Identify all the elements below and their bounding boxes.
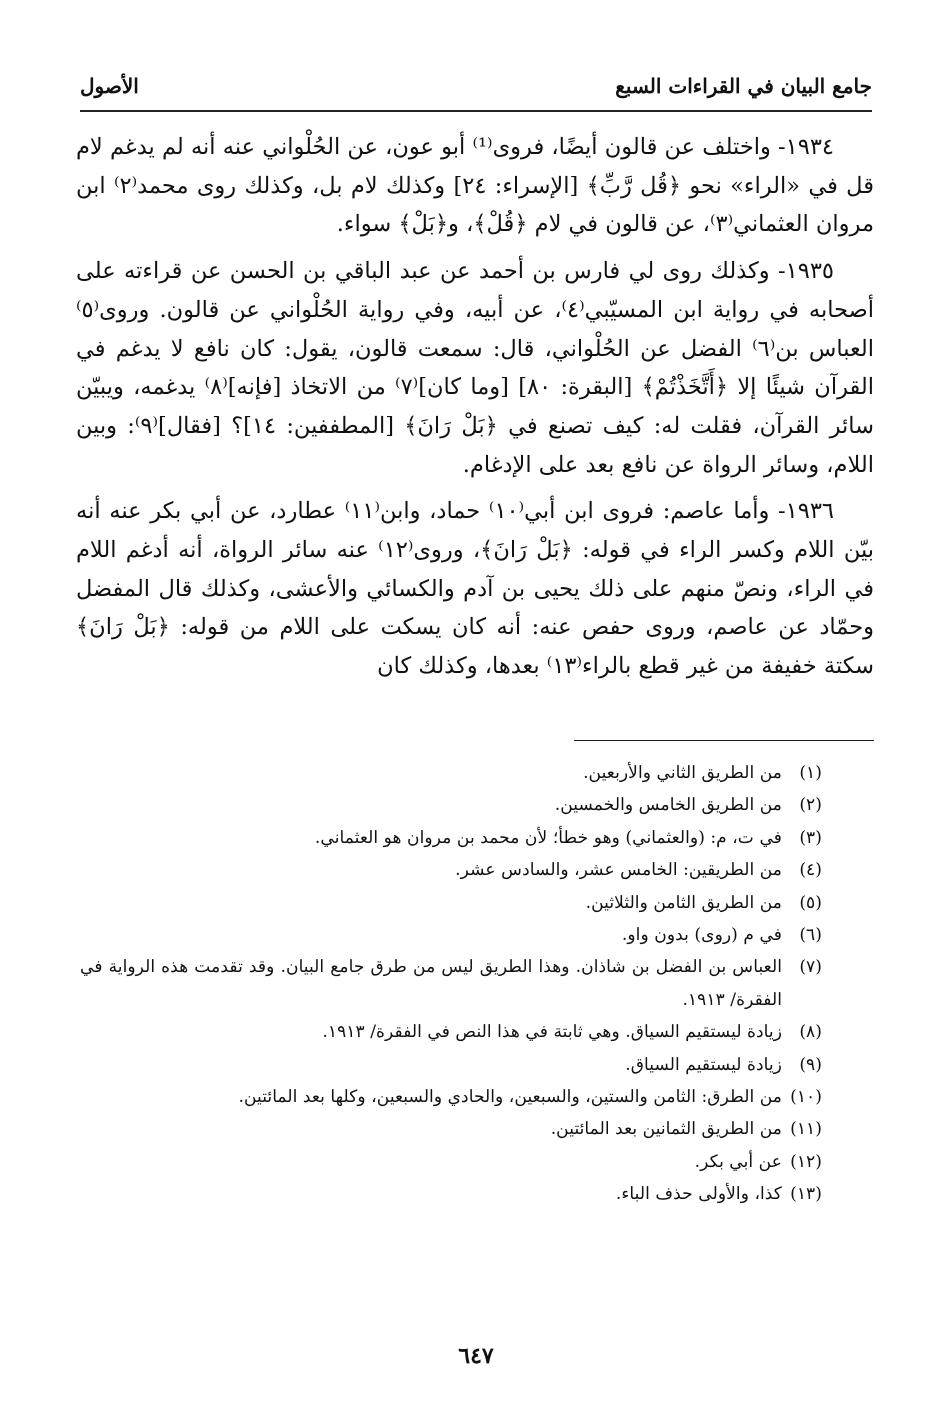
footnote-number: (٣) (799, 827, 822, 848)
footnote-text: من الطريق الخامس والخمسين. (554, 795, 782, 816)
footnote-item (80, 1081, 822, 1113)
footnote-item (80, 789, 822, 821)
footnote-number: (٤) (799, 860, 822, 881)
footnote-text: من الطريق الثامن والثلاثين. (585, 892, 782, 913)
footnote-item (80, 1178, 822, 1210)
footnote-number: (١) (799, 763, 822, 783)
footnote-text: من الطرق: الثامن والستين، والسبعين، والحادي والسبعين، وكلها بعد المائتين. (238, 1087, 782, 1108)
footnote-number: (٧) (799, 957, 822, 978)
footnote-number: (٨) (799, 1022, 822, 1043)
footnote-item (80, 822, 822, 854)
footnote-text: العباس بن الفضل بن شاذان. وهذا الطريق ليس من طرق جامع البيان. وقد تقدمت هذه الرواية في الفقرة/ ١٩١٣. (80, 957, 782, 1010)
footnote-text: في م (روى) بدون واو. (621, 925, 782, 946)
footnote-item (80, 887, 822, 919)
footnote-item (80, 1113, 822, 1145)
footnote-text: كذا، والأولى حذف الباء. (615, 1184, 782, 1205)
main-text (76, 128, 874, 694)
book-title: جامع البيان في القراءات السبع (615, 74, 872, 98)
footnotes (80, 757, 822, 1211)
footnote-item (80, 1146, 822, 1178)
paragraph-1935: ١٩٣٥- وكذلك روى لي فارس بن أحمد عن عبد الباقي بن الحسن عن قراءته على أصحابه في رواية ابن المسيّبي⁽٤⁾، عن أبيه، وفي رواية الحُلْواني عن قالون. وروى⁽٥⁾ العباس بن⁽٦⁾ الفضل عن الحُلْواني، قال: سمعت قالون، يقول: كان نافع لا يدغم في القرآن شيئًا إلا ﴿أَتَّخَذْتُمْ﴾ [البقرة: ٨٠] [وما كان]⁽٧⁾ من الاتخاذ [فإنه]⁽٨⁾ يدغمه، ويبيّن سائر القرآن، فقلت له: كيف تصنع في ﴿بَلْ رَانَ﴾ [المطففين: ١٤]؟ [فقال]⁽٩⁾: وبين اللام، وسائر الرواة عن نافع بعد على الإدغام. (76, 258, 874, 478)
footnote-number: (٥) (799, 892, 822, 913)
footnote-text: زيادة ليستقيم السياق. (625, 1054, 782, 1075)
footnote-item (80, 1016, 822, 1048)
page-header (80, 70, 872, 112)
footnote-text: من الطريقين: الخامس عشر، والسادس عشر. (455, 860, 782, 881)
section-title: الأصول (80, 74, 139, 98)
footnote-item (80, 1049, 822, 1081)
footnote-number: (٦) (799, 925, 822, 946)
footnote-number: (١٣) (790, 1184, 822, 1205)
footnote-number: (١١) (790, 1119, 822, 1140)
footnote-item (80, 854, 822, 886)
footnote-item (80, 951, 822, 1016)
footnote-text: في ت، م: (والعثماني) وهو خطأ؛ لأن محمد بن مروان هو العثماني. (314, 827, 782, 848)
footnote-item (80, 919, 822, 951)
footnote-separator (574, 740, 874, 741)
footnote-text: عن أبي بكر. (694, 1151, 782, 1172)
footnote-item (80, 757, 822, 789)
paragraph-1934: ١٩٣٤- واختلف عن قالون أيضًا، فروى⁽¹⁾ أبو عون، عن الحُلْواني عنه أنه لم يدغم لام قل في «الراء» نحو ﴿قُل رَّبِّ﴾ [الإسراء: ٢٤] وكذلك لام بل، وكذلك روى محمد⁽٢⁾ ابن مروان العثماني⁽٣⁾، عن قالون في لام ﴿قُلْ﴾، و﴿بَلْ﴾ سواء. (76, 134, 874, 238)
footnote-number: (١٢) (790, 1151, 822, 1172)
footnote-number: (٩) (799, 1054, 822, 1075)
footnote-text: زيادة ليستقيم السياق. وهي ثابتة في هذا النص في الفقرة/ ١٩١٣. (322, 1022, 782, 1043)
footnote-number: (٢) (799, 795, 822, 816)
footnote-text: من الطريق الثمانين بعد المائتين. (550, 1119, 782, 1140)
paragraph-1936: ١٩٣٦- وأما عاصم: فروى ابن أبي⁽١٠⁾ حماد، وابن⁽١١⁾ عطارد، عن أبي بكر عنه أنه بيّن اللام وكسر الراء في قوله: ﴿بَلْ رَانَ﴾، وروى⁽١٢⁾ عنه سائر الرواة، أنه أدغم اللام في الراء، ونصّ منهم على ذلك يحيى بن آدم والكسائي والأعشى، وكذلك قال المفضل وحمّاد عن عاصم، وروى حفص عنه: أنه كان يسكت على اللام من قوله: ﴿بَلْ رَانَ﴾ سكتة خفيفة من غير قطع بالراء⁽١٣⁾ بعدها، وكذلك كان (76, 498, 875, 680)
footnote-number: (١٠) (790, 1087, 822, 1108)
page-number: ٦٤٧ (458, 1343, 494, 1369)
footnote-text: من الطريق الثاني والأربعين. (583, 763, 782, 783)
